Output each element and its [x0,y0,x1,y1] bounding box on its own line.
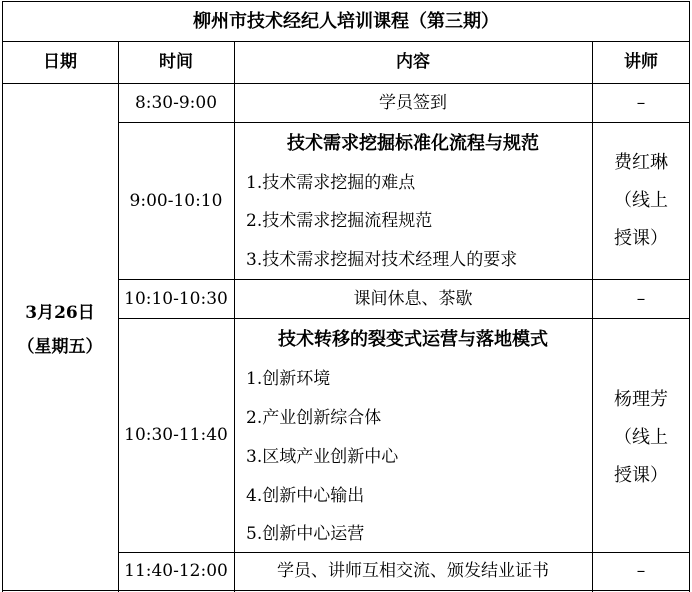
session-heading-1: 技术需求挖掘标准化流程与规范 [287,133,539,155]
session-item: 3.技术需求挖掘对技术经理人的要求 [246,249,518,270]
session-item: 3.区域产业创新中心 [246,446,399,467]
lecturer-cell-5: – [636,561,646,582]
content-cell-1: 学员签到 [379,92,447,113]
time-cell-4: 10:30-11:40 [124,425,228,446]
date-weekday: （星期五） [17,337,103,357]
header-content: 内容 [396,52,430,73]
table-border-bottom [2,590,690,591]
lecturer-cell-1: – [636,92,646,113]
lecturer-cell-4 [592,378,690,498]
time-cell-3: 10:10-10:30 [124,288,228,309]
header-date: 日期 [43,52,77,73]
lecturer-cell-3: – [636,288,646,309]
session-item: 1.技术需求挖掘的难点 [246,172,416,193]
table-title: 柳州市技术经纪人培训课程（第三期） [193,11,499,33]
lecturer-mode: 授课） [614,465,668,486]
content-cell-5: 学员、讲师互相交流、颁发结业证书 [277,561,549,582]
session-item: 4.创新中心输出 [246,485,365,506]
time-cell-5: 11:40-12:00 [124,561,228,582]
time-cell-2: 9:00-10:10 [129,190,223,211]
session-item: 5.创新中心运营 [246,523,365,544]
session-item: 1.创新环境 [246,368,331,389]
session-item: 2.产业创新综合体 [246,407,382,428]
lecturer-name: 费红琳 [614,152,668,173]
date-day: 3月26日 [25,303,95,323]
content-cell-3: 课间休息、茶歇 [353,288,473,309]
time-cell-1: 8:30-9:00 [134,92,218,113]
header-time: 时间 [159,52,193,73]
lecturer-name: 杨理芳 [614,389,668,410]
date-cell [2,290,118,370]
lecturer-cell-2 [592,123,690,279]
lecturer-mode: 授课） [614,228,668,249]
header-lecturer: 讲师 [624,52,658,73]
session-item: 2.技术需求挖掘流程规范 [246,210,433,231]
session-heading-2: 技术转移的裂变式运营与落地模式 [278,329,548,351]
lecturer-mode: （线上 [614,427,668,448]
lecturer-mode: （线上 [614,190,668,211]
